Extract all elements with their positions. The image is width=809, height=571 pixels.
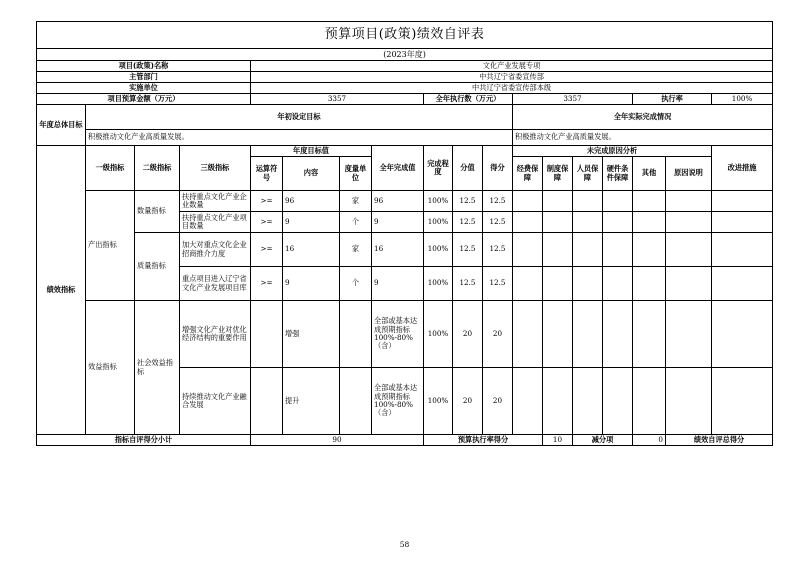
annual-execution-value: 3357 (513, 94, 633, 105)
measures-cell (712, 368, 773, 435)
indicator-operator: >= (251, 233, 283, 267)
indicator-unit (340, 301, 372, 368)
indicator-degree: 100% (424, 267, 453, 301)
reason-cell (573, 191, 603, 212)
indicator-content: 16 (283, 233, 340, 267)
indicator-operator: >= (251, 267, 283, 301)
header-reason-group: 未完成原因分析 (513, 146, 712, 157)
reason-cell (633, 233, 666, 267)
header-level3: 三级指标 (180, 146, 251, 191)
reason-cell (666, 368, 712, 435)
reason-cell (543, 301, 573, 368)
header-reason-staff: 人员保障 (573, 157, 603, 191)
indicator-name: 重点项目进入辽宁省文化产业发展项目库 (180, 267, 251, 301)
indicator-got: 12.5 (483, 191, 513, 212)
indicator-content: 9 (283, 267, 340, 301)
effect-indicator-label: 效益指标 (86, 301, 135, 435)
indicator-degree: 100% (424, 212, 453, 233)
actual-completion-header: 全年实际完成情况 (513, 105, 773, 130)
measures-cell (712, 301, 773, 368)
measures-cell (712, 212, 773, 233)
reason-cell (633, 301, 666, 368)
annual-goal-label: 年度总体目标 (37, 105, 86, 146)
indicator-degree: 100% (424, 191, 453, 212)
reason-cell (513, 267, 543, 301)
social-benefit-label: 社会效益指标 (135, 301, 180, 435)
self-evaluation-table (36, 21, 773, 446)
reason-cell (573, 212, 603, 233)
reason-cell (666, 212, 712, 233)
budget-amount-value: 3357 (251, 94, 424, 105)
indicator-actual: 9 (372, 267, 424, 301)
reason-cell (543, 191, 573, 212)
indicator-actual: 16 (372, 233, 424, 267)
department-value: 中共辽宁省委宣传部 (251, 72, 773, 83)
project-name-value: 文化产业发展专项 (251, 61, 773, 72)
header-unit: 度量单位 (340, 157, 372, 191)
quality-indicator-label: 质量指标 (135, 233, 180, 301)
header-reason-other: 其他 (633, 157, 666, 191)
indicator-got: 12.5 (483, 212, 513, 233)
reason-cell (513, 301, 543, 368)
indicator-content: 提升 (283, 368, 340, 435)
execution-rate-label: 执行率 (633, 94, 712, 105)
header-operator: 运算符号 (251, 157, 283, 191)
reason-cell (543, 233, 573, 267)
indicator-actual: 96 (372, 191, 424, 212)
reason-cell (513, 191, 543, 212)
measures-cell (712, 233, 773, 267)
indicator-unit: 家 (340, 191, 372, 212)
indicator-actual: 全部或基本达成预期指标100%-80%（含） (372, 368, 424, 435)
rate-score-value: 10 (543, 435, 573, 446)
budget-amount-label: 项目预算金额（万元） (37, 94, 251, 105)
deduction-label: 减分项 (573, 435, 633, 446)
indicator-operator (251, 301, 283, 368)
header-target-group: 年度目标值 (251, 146, 372, 157)
reason-cell (603, 212, 633, 233)
indicator-name: 增强文化产业对优化经济结构的重要作用 (180, 301, 251, 368)
indicator-score: 20 (453, 368, 483, 435)
indicator-got: 12.5 (483, 267, 513, 301)
page-title: 预算项目(政策)绩效自评表 (37, 22, 773, 49)
annual-execution-label: 全年执行数（万元） (424, 94, 513, 105)
header-level2: 二级指标 (135, 146, 180, 191)
reason-cell (633, 368, 666, 435)
reason-cell (573, 267, 603, 301)
header-degree: 完成程度 (424, 146, 453, 191)
indicator-degree: 100% (424, 368, 453, 435)
reason-cell (603, 191, 633, 212)
initial-goal-text: 积极推动文化产业高质量发展。 (86, 130, 513, 146)
page-number: 58 (399, 540, 410, 549)
indicator-score: 20 (453, 301, 483, 368)
reason-cell (513, 212, 543, 233)
indicator-content: 9 (283, 212, 340, 233)
indicator-name: 扶持重点文化产业企业数量 (180, 191, 251, 212)
measures-cell (712, 191, 773, 212)
performance-indicators-label: 绩效指标 (37, 146, 86, 435)
header-measures: 改进措施 (712, 146, 773, 191)
indicator-name: 加大对重点文化企业招商推介力度 (180, 233, 251, 267)
reason-cell (513, 368, 543, 435)
reason-cell (513, 233, 543, 267)
reason-cell (633, 267, 666, 301)
indicator-name: 持续推动文化产业融合发展 (180, 368, 251, 435)
indicator-got: 20 (483, 301, 513, 368)
indicator-operator (251, 368, 283, 435)
indicator-unit: 个 (340, 212, 372, 233)
indicator-actual: 9 (372, 212, 424, 233)
rate-score-label: 预算执行率得分 (424, 435, 543, 446)
reason-cell (543, 368, 573, 435)
indicator-unit: 个 (340, 267, 372, 301)
header-level1: 一级指标 (86, 146, 135, 191)
deduction-value: 0 (633, 435, 666, 446)
actual-completion-text: 积极推动文化产业高质量发展。 (513, 130, 773, 146)
reason-cell (603, 267, 633, 301)
department-label: 主管部门 (37, 72, 251, 83)
reason-cell (666, 233, 712, 267)
indicator-score: 12.5 (453, 233, 483, 267)
reason-cell (603, 301, 633, 368)
reason-cell (633, 191, 666, 212)
reason-cell (543, 212, 573, 233)
total-score-label: 绩效自评总得分 (666, 435, 773, 446)
implementing-unit-value: 中共辽宁省委宣传部本级 (251, 83, 773, 94)
indicator-got: 20 (483, 368, 513, 435)
reason-cell (573, 301, 603, 368)
header-score: 分值 (453, 146, 483, 191)
indicator-actual: 全部或基本达成预期指标100%-80%（含） (372, 301, 424, 368)
project-name-label: 项目(政策)名称 (37, 61, 251, 72)
indicator-degree: 100% (424, 301, 453, 368)
subtotal-label: 指标自评得分小计 (37, 435, 251, 446)
header-got: 得分 (483, 146, 513, 191)
initial-goal-header: 年初设定目标 (86, 105, 513, 130)
reason-cell (573, 233, 603, 267)
indicator-content: 增强 (283, 301, 340, 368)
header-reason-system: 制度保障 (543, 157, 573, 191)
reason-cell (666, 301, 712, 368)
header-reason-funds: 经费保障 (513, 157, 543, 191)
indicator-unit: 家 (340, 233, 372, 267)
indicator-score: 12.5 (453, 191, 483, 212)
reason-cell (603, 233, 633, 267)
execution-rate-value: 100% (712, 94, 773, 105)
output-indicator-label: 产出指标 (86, 191, 135, 301)
header-actual: 全年完成值 (372, 146, 424, 191)
indicator-content: 96 (283, 191, 340, 212)
reason-cell (603, 368, 633, 435)
header-reason-hardware: 硬件条件保障 (603, 157, 633, 191)
reason-cell (543, 267, 573, 301)
reason-cell (633, 212, 666, 233)
indicator-score: 12.5 (453, 267, 483, 301)
reason-cell (666, 267, 712, 301)
reason-cell (666, 191, 712, 212)
indicator-name: 扶持重点文化产业项目数量 (180, 212, 251, 233)
indicator-degree: 100% (424, 233, 453, 267)
indicator-operator: >= (251, 191, 283, 212)
header-content: 内容 (283, 157, 340, 191)
subtotal-value: 90 (251, 435, 424, 446)
indicator-score: 12.5 (453, 212, 483, 233)
measures-cell (712, 267, 773, 301)
year-subtitle: (2023年度) (37, 49, 773, 61)
implementing-unit-label: 实施单位 (37, 83, 251, 94)
indicator-unit (340, 368, 372, 435)
indicator-operator: >= (251, 212, 283, 233)
indicator-got: 12.5 (483, 233, 513, 267)
header-reason-desc: 原因说明 (666, 157, 712, 191)
quantity-indicator-label: 数量指标 (135, 191, 180, 233)
reason-cell (573, 368, 603, 435)
